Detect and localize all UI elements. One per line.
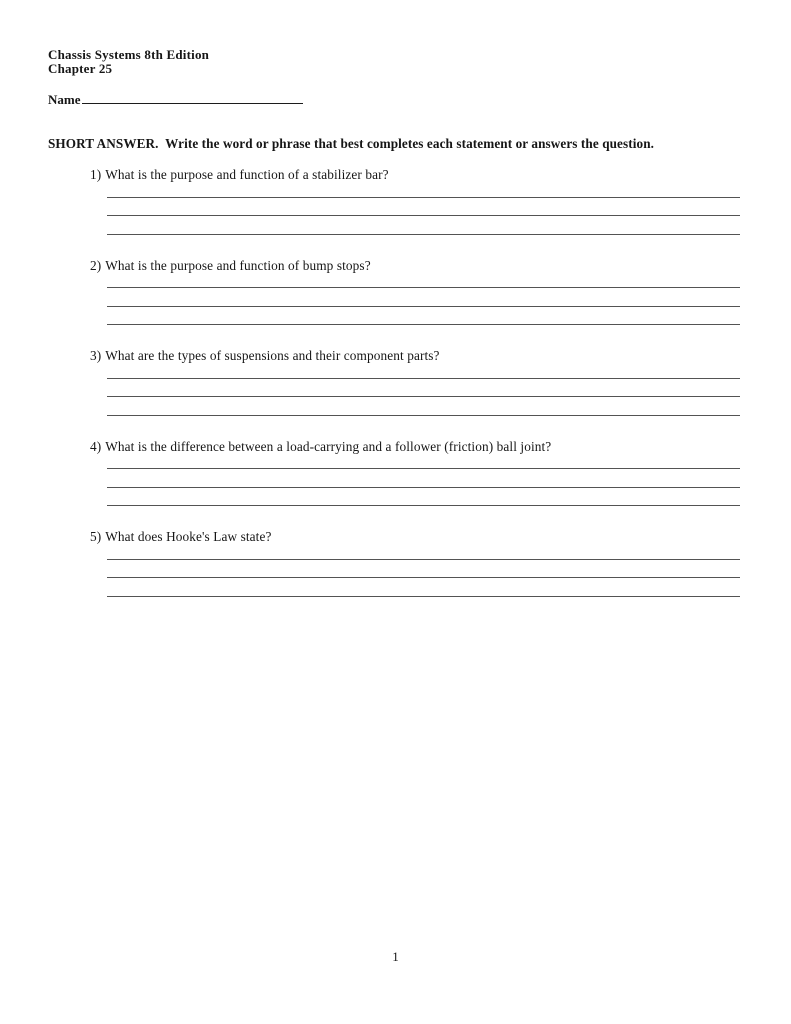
question-number: 4) <box>90 438 102 454</box>
answer-blank-line <box>107 379 740 398</box>
question-body: What is the purpose and function of bump stops? <box>105 257 371 273</box>
chapter-title: Chapter 25 <box>48 61 113 76</box>
name-blank-line <box>82 92 303 104</box>
book-title: Chassis Systems 8th Edition <box>48 47 210 62</box>
page-footer <box>0 950 791 964</box>
answer-lines <box>107 270 740 326</box>
question-body: What is the purpose and function of a stabilizer bar? <box>105 167 389 182</box>
question-number: 2) <box>90 257 102 273</box>
answer-blank-line <box>107 560 740 579</box>
question-item <box>90 259 741 326</box>
question-item <box>90 349 741 416</box>
document-header <box>48 48 741 76</box>
answer-lines <box>107 451 740 507</box>
answer-blank-line <box>107 397 740 416</box>
answer-blank-line <box>107 307 740 326</box>
answer-blank-line <box>107 216 740 235</box>
name-label: Name <box>48 92 81 107</box>
answer-blank-line <box>107 488 740 507</box>
question-body: What is the difference between a load-carrying and a follower (friction) ball joint? <box>105 438 552 454</box>
section-instructions: SHORT ANSWER. Write the word or phrase that best completes each statement or answers the question. <box>48 136 655 151</box>
answer-lines <box>107 541 740 597</box>
question-body: What are the types of suspensions and their component parts? <box>105 348 440 363</box>
question-number: 1) <box>90 167 102 182</box>
question-number: 5) <box>90 529 102 544</box>
question-item <box>90 530 741 597</box>
questions-list <box>90 168 741 597</box>
answer-blank-line <box>107 469 740 488</box>
answer-blank-line <box>107 198 740 217</box>
answer-lines <box>107 360 740 416</box>
question-item <box>90 168 741 235</box>
answer-blank-line <box>107 288 740 307</box>
question-number: 3) <box>90 348 102 363</box>
answer-blank-line <box>107 578 740 597</box>
name-row <box>48 92 741 107</box>
question-body: What does Hooke's Law state? <box>105 529 272 544</box>
question-item <box>90 440 741 507</box>
page-number: 1 <box>392 949 399 964</box>
answer-lines <box>107 179 740 235</box>
